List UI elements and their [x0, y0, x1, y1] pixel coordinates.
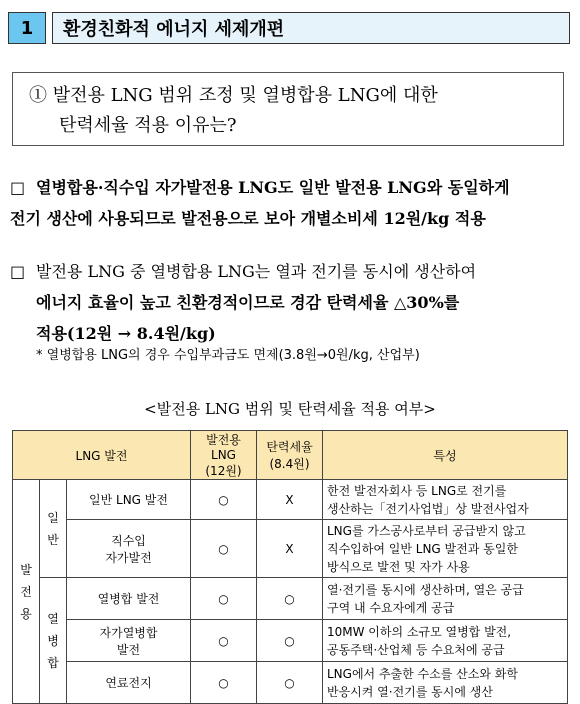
row-col1: ○ — [191, 520, 257, 578]
row-col1: ○ — [191, 620, 257, 662]
bullet-2 — [10, 256, 572, 349]
section-number: 1 — [8, 12, 46, 44]
header-category: LNG 발전 — [13, 431, 191, 480]
group-power: 발 전 용 — [13, 480, 40, 704]
row-name: 연료전지 — [67, 662, 191, 704]
bullet-marker: □ — [10, 178, 26, 197]
table-header-row — [13, 431, 568, 480]
bullet-2-line-1: 발전용 LNG 중 열병합용 LNG는 열과 전기를 동시에 생산하여 — [36, 262, 477, 281]
section-header — [8, 12, 570, 44]
row-col1: ○ — [191, 480, 257, 520]
bullet-2-line-3: 적용(12원 → 8.4원/kg) — [36, 324, 216, 343]
question-line-2: 탄력세율 적용 이유는? — [59, 115, 237, 136]
header-characteristics: 특성 — [323, 431, 568, 480]
row-desc: LNG에서 추출한 수소를 산소와 화학 반응시켜 열·전기를 동시에 생산 — [323, 662, 568, 704]
group-chp: 열 병 합 — [40, 578, 67, 704]
table-caption: <발전용 LNG 범위 및 탄력세율 적용 여부> — [144, 400, 436, 418]
bullet-1-line-1: 열병합용·직수입 자가발전용 LNG도 일반 발전용 LNG와 동일하게 — [36, 178, 510, 197]
table-row — [13, 520, 568, 578]
row-desc: 한전 발전자회사 등 LNG로 전기를 생산하는「전기사업법」상 발전사업자 — [323, 480, 568, 520]
section-title: 환경친화적 에너지 세제개편 — [52, 12, 570, 44]
header-col1: 발전용LNG (12원) — [191, 431, 257, 480]
row-name: 자가열병합 발전 — [67, 620, 191, 662]
row-col2: X — [257, 520, 323, 578]
row-col2: ○ — [257, 578, 323, 620]
bullet-marker: □ — [10, 262, 26, 281]
row-name: 일반 LNG 발전 — [67, 480, 191, 520]
lng-table — [12, 430, 568, 704]
table-row — [13, 578, 568, 620]
bullet-1-line-2: 전기 생산에 사용되므로 발전용으로 보아 개별소비세 12원/kg 적용 — [10, 209, 486, 228]
group-general: 일 반 — [40, 480, 67, 578]
row-name: 직수입 자가발전 — [67, 520, 191, 578]
question-line-1: ① 발전용 LNG 범위 조정 및 열병합용 LNG에 대한 — [29, 85, 438, 106]
question-box — [12, 72, 564, 146]
row-col2: ○ — [257, 662, 323, 704]
table-row — [13, 480, 568, 520]
bullet-2-line-2: 에너지 효율이 높고 친환경적이므로 경감 탄력세율 △30%를 — [36, 293, 460, 312]
row-col1: ○ — [191, 662, 257, 704]
row-desc: 열·전기를 동시에 생산하며, 열은 공급 구역 내 수요자에게 공급 — [323, 578, 568, 620]
row-col2: ○ — [257, 620, 323, 662]
row-col2: X — [257, 480, 323, 520]
footnote: * 열병합용 LNG의 경우 수입부과금도 면제(3.8원→0원/kg, 산업부) — [36, 348, 420, 363]
row-name: 열병합 발전 — [67, 578, 191, 620]
row-desc: 10MW 이하의 소규모 열병합 발전, 공동주택·산업체 등 수요처에 공급 — [323, 620, 568, 662]
table-row — [13, 620, 568, 662]
row-col1: ○ — [191, 578, 257, 620]
row-desc: LNG를 가스공사로부터 공급받지 않고 직수입하여 일반 LNG 발전과 동일한 방식으로 발전 및 자가 사용 — [323, 520, 568, 578]
header-col2: 탄력세율 (8.4원) — [257, 431, 323, 480]
bullet-1 — [10, 172, 572, 234]
